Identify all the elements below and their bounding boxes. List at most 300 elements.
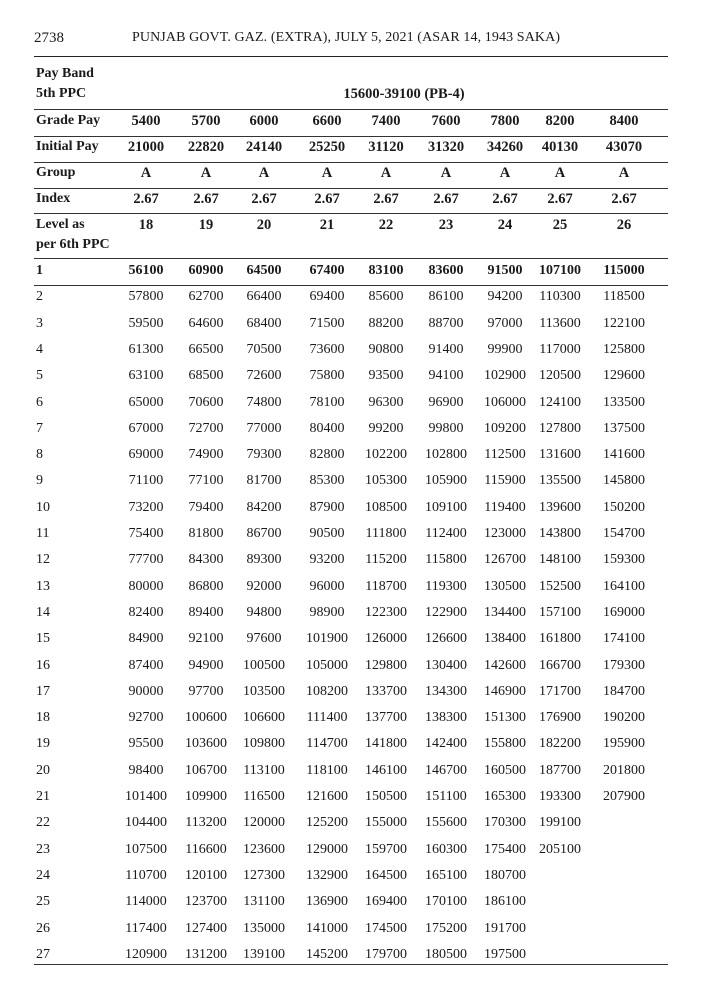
table-cell: 159300 (603, 552, 645, 567)
row-number: 14 (36, 605, 50, 620)
rule (34, 136, 668, 137)
table-cell: 107500 (125, 842, 167, 857)
level-label: Level as (36, 217, 85, 232)
table-cell: 73200 (128, 500, 164, 515)
rule (34, 162, 668, 163)
group-cell: A (499, 165, 511, 181)
table-cell: 68400 (246, 316, 282, 331)
pay-band-row (34, 64, 668, 108)
initial-pay-cell: 21000 (127, 139, 165, 155)
table-cell: 92000 (246, 579, 282, 594)
table-cell: 89300 (246, 552, 282, 567)
table-cell: 193300 (539, 789, 581, 804)
table-cell: 104400 (125, 815, 167, 830)
table-cell: 141000 (306, 921, 348, 936)
level-label-ppc: per 6th PPC (36, 237, 110, 252)
table-cell: 115000 (603, 263, 645, 278)
table-row (34, 447, 668, 467)
grade-pay-label: Grade Pay (36, 113, 101, 128)
table-cell: 97000 (487, 316, 523, 331)
table-row (34, 316, 668, 336)
table-cell: 94200 (487, 289, 523, 304)
row-number: 21 (36, 789, 50, 804)
table-cell: 97700 (188, 684, 224, 699)
group-cell: A (200, 165, 212, 181)
table-row (34, 868, 668, 888)
table-cell: 96300 (368, 395, 404, 410)
table-cell: 125800 (603, 342, 645, 357)
table-cell: 73600 (309, 342, 345, 357)
table-cell: 174500 (365, 921, 407, 936)
table-row (34, 684, 668, 704)
table-cell: 165100 (425, 868, 467, 883)
page-header (34, 30, 668, 50)
table-cell: 75400 (128, 526, 164, 541)
table-cell: 64600 (188, 316, 224, 331)
table-cell: 67400 (309, 263, 345, 278)
grade-pay-cell: 6600 (312, 113, 342, 129)
table-cell: 207900 (603, 789, 645, 804)
table-cell: 106600 (243, 710, 285, 725)
table-cell: 127800 (539, 421, 581, 436)
table-cell: 165300 (484, 789, 526, 804)
table-cell: 166700 (539, 658, 581, 673)
table-cell: 94900 (188, 658, 224, 673)
table-cell: 116600 (185, 842, 227, 857)
table-cell: 137700 (365, 710, 407, 725)
grade-pay-cell: 7800 (490, 113, 520, 129)
table-cell: 124100 (539, 395, 581, 410)
table-row (34, 263, 668, 283)
table-cell: 161800 (539, 631, 581, 646)
table-row (34, 921, 668, 941)
table-cell: 109900 (185, 789, 227, 804)
pay-band-value: 15600-39100 (PB-4) (343, 86, 465, 102)
group-cell: A (140, 165, 152, 181)
table-cell: 99800 (428, 421, 464, 436)
grade-pay-cell: 7400 (371, 113, 401, 129)
table-row (34, 894, 668, 914)
group-cell: A (554, 165, 566, 181)
table-cell: 66500 (188, 342, 224, 357)
table-cell: 87900 (309, 500, 345, 515)
row-number: 24 (36, 868, 50, 883)
table-cell: 174100 (603, 631, 645, 646)
table-cell: 83600 (428, 263, 464, 278)
table-cell: 100500 (243, 658, 285, 673)
table-cell: 69400 (309, 289, 345, 304)
table-cell: 180500 (425, 947, 467, 962)
table-cell: 61300 (128, 342, 164, 357)
grade-pay-cell: 5700 (191, 113, 221, 129)
table-cell: 92700 (128, 710, 164, 725)
table-cell: 74900 (188, 447, 224, 462)
table-cell: 102800 (425, 447, 467, 462)
table-cell: 152500 (539, 579, 581, 594)
table-cell: 95500 (128, 736, 164, 751)
table-cell: 123600 (243, 842, 285, 857)
table-cell: 129800 (365, 658, 407, 673)
table-row (34, 736, 668, 756)
index-cell: 2.67 (547, 191, 573, 207)
table-cell: 199100 (539, 815, 581, 830)
table-cell: 120900 (125, 947, 167, 962)
table-cell: 113100 (243, 763, 285, 778)
pay-band-label: Pay Band (36, 66, 94, 81)
table-cell: 57800 (128, 289, 164, 304)
table-cell: 110300 (539, 289, 581, 304)
table-cell: 151300 (484, 710, 526, 725)
table-cell: 150500 (365, 789, 407, 804)
table-cell: 81800 (188, 526, 224, 541)
table-cell: 102200 (365, 447, 407, 462)
table-cell: 65000 (128, 395, 164, 410)
table-cell: 179700 (365, 947, 407, 962)
table-cell: 187700 (539, 763, 581, 778)
table-cell: 91400 (428, 342, 464, 357)
grade-pay-row (34, 113, 668, 133)
table-cell: 82400 (128, 605, 164, 620)
group-label: Group (36, 165, 76, 180)
table-cell: 101900 (306, 631, 348, 646)
table-cell: 59500 (128, 316, 164, 331)
table-cell: 120000 (243, 815, 285, 830)
table-cell: 117400 (125, 921, 167, 936)
level-cell: 19 (198, 217, 214, 233)
rule (34, 109, 668, 110)
table-cell: 120500 (539, 368, 581, 383)
table-cell: 142400 (425, 736, 467, 751)
group-cell: A (258, 165, 270, 181)
page-number: 2738 (34, 30, 64, 46)
table-cell: 88700 (428, 316, 464, 331)
pay-band-label-ppc: 5th PPC (36, 86, 87, 101)
table-cell: 101400 (125, 789, 167, 804)
level-cell: 20 (256, 217, 272, 233)
row-number: 16 (36, 658, 50, 673)
table-cell: 69000 (128, 447, 164, 462)
rule (34, 188, 668, 189)
rule (34, 258, 668, 259)
table-row (34, 421, 668, 441)
table-row (34, 342, 668, 362)
table-cell: 205100 (539, 842, 581, 857)
table-cell: 164500 (365, 868, 407, 883)
table-cell: 105900 (425, 473, 467, 488)
table-cell: 154700 (603, 526, 645, 541)
table-cell: 116500 (243, 789, 285, 804)
level-cell: 21 (319, 217, 335, 233)
table-cell: 119400 (484, 500, 526, 515)
table-cell: 130400 (425, 658, 467, 673)
table-cell: 106700 (185, 763, 227, 778)
initial-pay-cell: 31120 (368, 139, 404, 155)
group-cell: A (440, 165, 452, 181)
table-cell: 82800 (309, 447, 345, 462)
table-cell: 155000 (365, 815, 407, 830)
table-cell: 77000 (246, 421, 282, 436)
table-cell: 80400 (309, 421, 345, 436)
index-cell: 2.67 (193, 191, 219, 207)
rule (34, 285, 668, 286)
table-cell: 139100 (243, 947, 285, 962)
table-cell: 164100 (603, 579, 645, 594)
table-cell: 138400 (484, 631, 526, 646)
table-cell: 93500 (368, 368, 404, 383)
table-cell: 157100 (539, 605, 581, 620)
table-cell: 62700 (188, 289, 224, 304)
initial-pay-cell: 25250 (308, 139, 346, 155)
level-cell: 22 (378, 217, 394, 233)
table-cell: 186100 (484, 894, 526, 909)
row-number: 26 (36, 921, 50, 936)
table-cell: 175400 (484, 842, 526, 857)
table-cell: 126600 (425, 631, 467, 646)
table-cell: 169400 (365, 894, 407, 909)
row-number: 4 (36, 342, 43, 357)
table-cell: 108500 (365, 500, 407, 515)
level-cell: 18 (138, 217, 154, 233)
table-cell: 72700 (188, 421, 224, 436)
table-cell: 119300 (425, 579, 467, 594)
row-number: 1 (36, 263, 43, 278)
table-cell: 113600 (539, 316, 581, 331)
row-number: 17 (36, 684, 50, 699)
table-cell: 143800 (539, 526, 581, 541)
table-cell: 67000 (128, 421, 164, 436)
table-cell: 179300 (603, 658, 645, 673)
table-cell: 151100 (425, 789, 467, 804)
index-cell: 2.67 (314, 191, 340, 207)
table-cell: 120100 (185, 868, 227, 883)
table-cell: 137500 (603, 421, 645, 436)
gazette-title: PUNJAB GOVT. GAZ. (EXTRA), JULY 5, 2021 (ASAR 14, 1943 SAKA) (132, 30, 561, 45)
table-cell: 131600 (539, 447, 581, 462)
table-row (34, 763, 668, 783)
row-number: 9 (36, 473, 43, 488)
table-cell: 184700 (603, 684, 645, 699)
table-cell: 125200 (306, 815, 348, 830)
group-row (34, 165, 668, 185)
table-cell: 127400 (185, 921, 227, 936)
row-number: 23 (36, 842, 50, 857)
table-cell: 169000 (603, 605, 645, 620)
table-cell: 75800 (309, 368, 345, 383)
row-number: 18 (36, 710, 50, 725)
row-number: 2 (36, 289, 43, 304)
table-cell: 85300 (309, 473, 345, 488)
table-cell: 80000 (128, 579, 164, 594)
rule (34, 213, 668, 214)
table-cell: 86700 (246, 526, 282, 541)
table-cell: 109200 (484, 421, 526, 436)
table-cell: 79300 (246, 447, 282, 462)
table-cell: 90500 (309, 526, 345, 541)
table-cell: 96900 (428, 395, 464, 410)
table-cell: 145200 (306, 947, 348, 962)
initial-pay-row (34, 139, 668, 159)
table-row (34, 368, 668, 388)
table-cell: 106000 (484, 395, 526, 410)
initial-pay-cell: 40130 (541, 139, 579, 155)
table-cell: 94800 (246, 605, 282, 620)
table-cell: 201800 (603, 763, 645, 778)
table-cell: 129600 (603, 368, 645, 383)
index-cell: 2.67 (611, 191, 637, 207)
table-cell: 134300 (425, 684, 467, 699)
index-cell: 2.67 (433, 191, 459, 207)
table-cell: 84300 (188, 552, 224, 567)
table-row (34, 815, 668, 835)
table-cell: 113200 (185, 815, 227, 830)
table-cell: 170100 (425, 894, 467, 909)
table-row (34, 500, 668, 520)
table-cell: 112400 (425, 526, 467, 541)
table-cell: 90800 (368, 342, 404, 357)
table-cell: 122300 (365, 605, 407, 620)
level-cell: 26 (616, 217, 632, 233)
table-cell: 84900 (128, 631, 164, 646)
table-cell: 99900 (487, 342, 523, 357)
table-cell: 90000 (128, 684, 164, 699)
table-cell: 118700 (365, 579, 407, 594)
table-cell: 190200 (603, 710, 645, 725)
table-cell: 100600 (185, 710, 227, 725)
table-row (34, 289, 668, 309)
table-cell: 135000 (243, 921, 285, 936)
table-cell: 171700 (539, 684, 581, 699)
table-cell: 88200 (368, 316, 404, 331)
table-cell: 107100 (539, 263, 581, 278)
table-cell: 110700 (125, 868, 167, 883)
row-number: 12 (36, 552, 50, 567)
table-cell: 92100 (188, 631, 224, 646)
table-cell: 96000 (309, 579, 345, 594)
level-cell: 24 (497, 217, 513, 233)
table-cell: 114700 (306, 736, 348, 751)
table-cell: 146100 (365, 763, 407, 778)
table-cell: 136900 (306, 894, 348, 909)
table-cell: 127300 (243, 868, 285, 883)
top-rule (34, 56, 668, 57)
table-cell: 175200 (425, 921, 467, 936)
table-cell: 89400 (188, 605, 224, 620)
table-cell: 139600 (539, 500, 581, 515)
table-cell: 111400 (306, 710, 348, 725)
initial-pay-cell: 24140 (245, 139, 283, 155)
table-cell: 74800 (246, 395, 282, 410)
row-number: 8 (36, 447, 43, 462)
table-cell: 102900 (484, 368, 526, 383)
table-row (34, 605, 668, 625)
level-cell: 23 (438, 217, 454, 233)
table-cell: 114000 (125, 894, 167, 909)
index-label: Index (36, 191, 71, 206)
index-cell: 2.67 (373, 191, 399, 207)
table-cell: 71100 (128, 473, 164, 488)
table-cell: 97600 (246, 631, 282, 646)
table-cell: 64500 (246, 263, 282, 278)
table-cell: 105000 (306, 658, 348, 673)
table-cell: 121600 (306, 789, 348, 804)
table-cell: 118500 (603, 289, 645, 304)
table-cell: 134400 (484, 605, 526, 620)
table-cell: 71500 (309, 316, 345, 331)
table-cell: 98400 (128, 763, 164, 778)
row-number: 27 (36, 947, 50, 962)
table-row (34, 842, 668, 862)
table-cell: 123000 (484, 526, 526, 541)
table-cell: 77100 (188, 473, 224, 488)
table-row (34, 473, 668, 493)
group-cell: A (380, 165, 392, 181)
table-cell: 150200 (603, 500, 645, 515)
row-number: 3 (36, 316, 43, 331)
table-cell: 83100 (368, 263, 404, 278)
table-cell: 148100 (539, 552, 581, 567)
table-row (34, 552, 668, 572)
group-cell: A (618, 165, 630, 181)
initial-pay-label: Initial Pay (36, 139, 99, 154)
table-cell: 129000 (306, 842, 348, 857)
table-cell: 81700 (246, 473, 282, 488)
initial-pay-cell: 31320 (427, 139, 465, 155)
table-cell: 123700 (185, 894, 227, 909)
grade-pay-cell: 8200 (545, 113, 575, 129)
index-cell: 2.67 (251, 191, 277, 207)
table-cell: 70500 (246, 342, 282, 357)
row-number: 13 (36, 579, 50, 594)
grade-pay-cell: 5400 (131, 113, 161, 129)
table-cell: 93200 (309, 552, 345, 567)
table-cell: 78100 (309, 395, 345, 410)
row-number: 7 (36, 421, 43, 436)
grade-pay-cell: 8400 (609, 113, 639, 129)
table-cell: 132900 (306, 868, 348, 883)
table-cell: 182200 (539, 736, 581, 751)
table-cell: 86800 (188, 579, 224, 594)
table-cell: 87400 (128, 658, 164, 673)
initial-pay-cell: 43070 (605, 139, 643, 155)
table-cell: 112500 (484, 447, 526, 462)
level-row (34, 217, 668, 257)
table-cell: 170300 (484, 815, 526, 830)
table-cell: 103600 (185, 736, 227, 751)
index-cell: 2.67 (133, 191, 159, 207)
table-cell: 155600 (425, 815, 467, 830)
table-row (34, 658, 668, 678)
table-cell: 133700 (365, 684, 407, 699)
table-cell: 160300 (425, 842, 467, 857)
table-cell: 77700 (128, 552, 164, 567)
grade-pay-cell: 6000 (249, 113, 279, 129)
row-number: 6 (36, 395, 43, 410)
table-cell: 94100 (428, 368, 464, 383)
table-cell: 68500 (188, 368, 224, 383)
table-cell: 141600 (603, 447, 645, 462)
bottom-rule (34, 964, 668, 965)
table-cell: 84200 (246, 500, 282, 515)
table-row (34, 579, 668, 599)
table-row (34, 631, 668, 651)
table-row (34, 395, 668, 415)
table-cell: 118100 (306, 763, 348, 778)
table-cell: 122100 (603, 316, 645, 331)
table-cell: 98900 (309, 605, 345, 620)
table-cell: 159700 (365, 842, 407, 857)
table-cell: 126700 (484, 552, 526, 567)
table-cell: 60900 (188, 263, 224, 278)
